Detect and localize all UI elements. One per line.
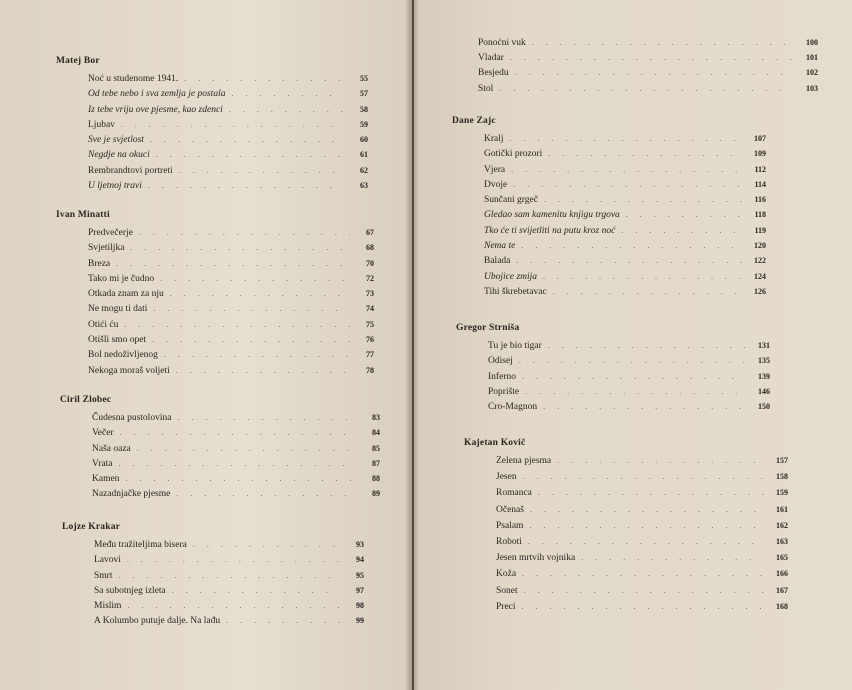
toc-entry xyxy=(56,320,374,335)
leader-dots xyxy=(137,444,356,453)
leader-dots xyxy=(499,84,794,93)
toc-entry-page-number: 93 xyxy=(356,540,364,549)
toc-entry xyxy=(456,356,770,371)
toc-entry-title: Jesen xyxy=(496,472,517,483)
toc-entry-title: Noć u studenome 1941. xyxy=(88,74,179,84)
toc-entry-page-number: 146 xyxy=(758,386,770,396)
author-heading: Gregor Strniša xyxy=(456,323,520,333)
toc-entry xyxy=(464,586,788,602)
leader-dots xyxy=(513,180,742,189)
toc-entry xyxy=(60,459,380,474)
toc-section-dane-zajc xyxy=(452,116,766,302)
author-heading: Kajetan Kovič xyxy=(464,438,526,448)
toc-entry-page-number: 70 xyxy=(366,258,374,268)
toc-entry-page-number: 99 xyxy=(356,616,364,626)
toc-entry xyxy=(464,472,788,488)
toc-entry-title: Tu je bio tigar xyxy=(488,341,542,351)
toc-entry xyxy=(456,402,770,417)
toc-entry xyxy=(62,586,364,601)
toc-section-continued xyxy=(478,38,818,99)
leader-dots xyxy=(553,287,742,296)
toc-entry-page-number: 55 xyxy=(360,74,368,83)
leader-dots xyxy=(543,272,742,281)
leader-dots xyxy=(120,428,356,437)
toc-entry xyxy=(452,165,766,180)
leader-dots xyxy=(125,474,356,483)
toc-entry-page-number: 94 xyxy=(356,555,364,565)
toc-entry-page-number: 114 xyxy=(754,179,766,189)
toc-entry-title: Tko će ti svijetliti na putu kroz noć xyxy=(484,225,616,236)
toc-entry-title: Ponoćni vuk xyxy=(478,38,526,48)
toc-entry xyxy=(56,105,368,120)
toc-entry-title: Vladar xyxy=(478,53,504,64)
leader-dots xyxy=(118,571,340,580)
toc-entry-page-number: 73 xyxy=(366,289,374,299)
toc-entry-page-number: 75 xyxy=(366,319,374,329)
book-spine-shadow xyxy=(405,0,419,690)
leader-dots xyxy=(172,586,340,595)
leader-dots xyxy=(160,274,350,283)
toc-entry-title: Gledao sam kamenitu knjigu trgova xyxy=(484,210,620,221)
toc-entry-title: Ubojice zmija xyxy=(484,271,538,282)
toc-entry-page-number: 162 xyxy=(776,520,788,530)
leader-dots xyxy=(127,601,340,610)
leader-dots xyxy=(532,38,794,47)
toc-entry xyxy=(56,243,374,258)
left-page xyxy=(0,0,412,690)
author-heading: Ivan Minatti xyxy=(56,210,110,220)
leader-dots xyxy=(152,335,350,344)
leader-dots xyxy=(153,304,350,313)
toc-entry-title: Kamen xyxy=(92,474,120,485)
toc-entry xyxy=(452,256,766,271)
toc-entry xyxy=(452,210,766,225)
toc-entry-title: Večer xyxy=(92,428,114,439)
toc-entry-page-number: 83 xyxy=(372,413,380,422)
toc-entry xyxy=(56,274,374,289)
toc-section-gregor-strnisa xyxy=(456,323,770,417)
right-page xyxy=(414,0,852,690)
leader-dots xyxy=(124,320,350,329)
toc-entry-title: A Kolumbo putuje dalje. Na lađu xyxy=(94,616,221,627)
toc-entry-title: Kralj xyxy=(484,134,504,144)
author-heading: Dane Zajc xyxy=(452,116,496,126)
toc-entry xyxy=(456,387,770,402)
toc-entry xyxy=(56,335,374,350)
leader-dots xyxy=(519,356,746,365)
toc-entry xyxy=(62,540,364,555)
leader-dots xyxy=(557,456,764,465)
toc-entry-page-number: 165 xyxy=(776,553,788,563)
toc-entry-title: Cro-Magnon xyxy=(488,402,538,413)
toc-entry xyxy=(456,372,770,387)
toc-entry-page-number: 120 xyxy=(754,241,766,251)
toc-entry-title: Koža xyxy=(496,569,517,580)
toc-entry-title: Romanca xyxy=(496,488,532,499)
toc-entry-title: Balada xyxy=(484,256,511,267)
toc-entry-page-number: 163 xyxy=(776,536,788,546)
toc-entry-page-number: 61 xyxy=(360,150,368,160)
toc-entry-page-number: 85 xyxy=(372,443,380,453)
toc-entry-title: Smrt xyxy=(94,570,113,581)
leader-dots xyxy=(522,372,746,381)
toc-entry-title: Dvoje xyxy=(484,179,508,190)
toc-entry-page-number: 112 xyxy=(754,164,766,174)
leader-dots xyxy=(193,540,340,549)
leader-dots xyxy=(139,228,350,237)
toc-entry-title: Tihi škrebetavac xyxy=(484,286,547,297)
toc-entry-title: Sonet xyxy=(496,585,518,596)
leader-dots xyxy=(156,150,344,159)
toc-entry xyxy=(452,149,766,164)
leader-dots xyxy=(516,256,742,265)
toc-entry-page-number: 97 xyxy=(356,585,364,595)
toc-entry xyxy=(62,616,364,631)
toc-section-ivan-minatti xyxy=(56,210,374,381)
leader-dots xyxy=(179,166,344,175)
toc-entry xyxy=(464,456,788,472)
toc-entry-title: Breza xyxy=(88,258,111,269)
leader-dots xyxy=(530,505,764,514)
toc-entry-page-number: 77 xyxy=(366,350,374,360)
toc-entry-page-number: 167 xyxy=(776,585,788,595)
toc-entry xyxy=(62,555,364,570)
leader-dots xyxy=(581,553,764,562)
toc-entry xyxy=(478,53,818,68)
toc-entry xyxy=(452,241,766,256)
leader-dots xyxy=(544,195,742,204)
toc-entry xyxy=(452,134,766,149)
leader-dots xyxy=(548,149,742,158)
toc-entry xyxy=(464,537,788,553)
leader-dots xyxy=(529,521,764,530)
toc-entry-page-number: 88 xyxy=(372,474,380,484)
toc-entry xyxy=(464,553,788,569)
leader-dots xyxy=(548,341,746,350)
toc-entry-page-number: 109 xyxy=(754,149,766,159)
toc-entry-page-number: 116 xyxy=(754,195,766,205)
toc-entry xyxy=(452,287,766,302)
toc-entry-title: Otići ću xyxy=(88,319,119,330)
toc-entry-page-number: 87 xyxy=(372,458,380,468)
leader-dots xyxy=(229,105,344,114)
toc-entry-page-number: 118 xyxy=(754,210,766,220)
toc-entry-title: Nema te xyxy=(484,241,516,252)
toc-entry-page-number: 158 xyxy=(776,472,788,482)
toc-entry-title: Tako mi je čudno xyxy=(88,273,155,284)
author-heading: Lojze Krakar xyxy=(62,522,121,532)
toc-entry-page-number: 95 xyxy=(356,570,364,580)
leader-dots xyxy=(528,537,764,546)
leader-dots xyxy=(164,350,350,359)
toc-entry xyxy=(60,444,380,459)
toc-entry-page-number: 139 xyxy=(758,371,770,381)
leader-dots xyxy=(127,555,340,564)
toc-entry-page-number: 157 xyxy=(776,456,788,465)
toc-entry xyxy=(464,505,788,521)
leader-dots xyxy=(515,68,794,77)
toc-entry xyxy=(60,474,380,489)
toc-entry-page-number: 103 xyxy=(806,83,818,93)
toc-entry-title: Inferno xyxy=(488,371,516,382)
toc-entry-title: Nazadnjačke pjesme xyxy=(92,489,171,500)
toc-entry-page-number: 62 xyxy=(360,165,368,175)
toc-entry xyxy=(478,38,818,53)
toc-entry-page-number: 166 xyxy=(776,569,788,579)
toc-entry-page-number: 60 xyxy=(360,135,368,145)
toc-entry-page-number: 58 xyxy=(360,104,368,114)
toc-entry xyxy=(56,74,368,89)
toc-entry-title: Negdje na okuci xyxy=(88,150,150,161)
leader-dots xyxy=(170,289,350,298)
toc-entry xyxy=(478,68,818,83)
leader-dots xyxy=(510,53,794,62)
toc-entry-page-number: 161 xyxy=(776,504,788,514)
author-heading: Matej Bor xyxy=(56,56,100,66)
leader-dots xyxy=(522,569,764,578)
leader-dots xyxy=(116,259,350,268)
toc-entry-page-number: 72 xyxy=(366,273,374,283)
toc-entry-title: Čudesna pustolovina xyxy=(92,413,172,423)
toc-entry-page-number: 122 xyxy=(754,256,766,266)
toc-entry-title: Rembrandtovi portreti xyxy=(88,165,173,176)
toc-entry-page-number: 107 xyxy=(754,134,766,143)
toc-entry-page-number: 131 xyxy=(758,341,770,350)
toc-entry xyxy=(56,304,374,319)
toc-entry-title: Vrata xyxy=(92,458,113,469)
toc-entry xyxy=(478,84,818,99)
leader-dots xyxy=(538,488,764,497)
author-heading: Ciril Zlobec xyxy=(60,395,112,405)
toc-entry-title: Od tebe nebo i sva zemlja je postala xyxy=(88,89,226,100)
toc-entry xyxy=(56,350,374,365)
toc-entry-page-number: 135 xyxy=(758,356,770,366)
toc-entry-page-number: 119 xyxy=(754,225,766,235)
leader-dots xyxy=(177,413,356,422)
toc-entry xyxy=(56,89,368,104)
leader-dots xyxy=(626,210,742,219)
leader-dots xyxy=(119,459,356,468)
toc-entry xyxy=(464,602,788,618)
toc-entry xyxy=(56,228,374,243)
toc-entry-title: Otkada znam za nju xyxy=(88,289,164,300)
leader-dots xyxy=(511,165,742,174)
toc-entry-title: Stol xyxy=(478,83,494,94)
leader-dots xyxy=(176,489,356,498)
toc-entry-title: Roboti xyxy=(496,536,522,547)
toc-entry-page-number: 84 xyxy=(372,428,380,438)
leader-dots xyxy=(524,586,764,595)
toc-entry-page-number: 159 xyxy=(776,488,788,498)
toc-entry xyxy=(464,488,788,504)
leader-dots xyxy=(130,243,350,252)
toc-entry xyxy=(56,166,368,181)
toc-entry-title: Nekoga moraš voljeti xyxy=(88,365,170,376)
toc-entry-page-number: 100 xyxy=(806,38,818,47)
toc-entry-title: Naša oaza xyxy=(92,443,131,454)
toc-section-matej-bor xyxy=(56,56,368,196)
toc-entry-title: Ljubav xyxy=(88,119,115,130)
toc-entry-title: Sa subotnjeg izleta xyxy=(94,585,166,596)
toc-entry-page-number: 59 xyxy=(360,119,368,129)
toc-entry xyxy=(452,195,766,210)
toc-entry-title: Iz tebe vriju ove pjesme, kao zdenci xyxy=(88,104,223,115)
toc-entry-page-number: 68 xyxy=(366,243,374,253)
toc-entry xyxy=(60,413,380,428)
toc-entry-title: Bol nedoživljenog xyxy=(88,350,158,361)
leader-dots xyxy=(150,135,344,144)
leader-dots xyxy=(231,89,344,98)
toc-entry-title: Jesen mrtvih vojnika xyxy=(496,553,576,564)
toc-section-ciril-zlobec xyxy=(60,395,380,505)
toc-entry-title: Psalam xyxy=(496,520,524,531)
toc-entry xyxy=(56,135,368,150)
toc-entry xyxy=(56,366,374,381)
toc-entry-title: Predvečerje xyxy=(88,228,133,238)
toc-entry-title: Svjetiljka xyxy=(88,243,125,254)
toc-entry-title: Očenaš xyxy=(496,504,524,515)
toc-entry-page-number: 67 xyxy=(366,228,374,237)
toc-entry-page-number: 74 xyxy=(366,304,374,314)
toc-entry-title: Gotički prozori xyxy=(484,149,543,160)
toc-entry xyxy=(464,521,788,537)
leader-dots xyxy=(525,387,746,396)
leader-dots xyxy=(226,616,340,625)
toc-entry-title: Vjera xyxy=(484,164,506,175)
toc-entry xyxy=(62,601,364,616)
leader-dots xyxy=(184,74,344,83)
toc-entry-page-number: 102 xyxy=(806,68,818,78)
toc-entry-title: Sunčani grgeč xyxy=(484,195,538,206)
toc-entry-title: Otišli smo opet xyxy=(88,335,147,346)
leader-dots xyxy=(521,241,742,250)
toc-entry-page-number: 76 xyxy=(366,335,374,345)
toc-entry-title: Među tražiteljima bisera xyxy=(94,540,187,550)
toc-entry-title: Besjedu xyxy=(478,68,509,79)
toc-entry xyxy=(56,181,368,196)
toc-entry-title: Lavovi xyxy=(94,555,121,566)
leader-dots xyxy=(510,134,742,143)
toc-entry-page-number: 124 xyxy=(754,271,766,281)
toc-entry-title: U ljetnoj travi xyxy=(88,181,142,192)
toc-entry xyxy=(452,180,766,195)
toc-entry-page-number: 168 xyxy=(776,601,788,611)
toc-entry-page-number: 98 xyxy=(356,601,364,611)
leader-dots xyxy=(522,602,764,611)
toc-entry-page-number: 150 xyxy=(758,402,770,412)
toc-entry-page-number: 126 xyxy=(754,286,766,296)
toc-entry-page-number: 63 xyxy=(360,181,368,191)
toc-entry-page-number: 89 xyxy=(372,489,380,499)
toc-entry-title: Sve je svjetlost xyxy=(88,135,144,146)
leader-dots xyxy=(121,120,344,129)
toc-entry xyxy=(464,569,788,585)
toc-section-kajetan-kovic xyxy=(464,438,788,618)
leader-dots xyxy=(523,472,764,481)
toc-entry-title: Preci xyxy=(496,601,516,612)
toc-entry-title: Poprište xyxy=(488,386,520,397)
toc-entry xyxy=(452,272,766,287)
toc-entry-title: Mislim xyxy=(94,601,122,612)
leader-dots xyxy=(543,402,746,411)
toc-entry xyxy=(56,120,368,135)
toc-entry-page-number: 101 xyxy=(806,53,818,63)
toc-entry xyxy=(56,289,374,304)
leader-dots xyxy=(148,181,344,190)
toc-entry xyxy=(56,150,368,165)
toc-entry-title: Ne mogu ti dati xyxy=(88,304,148,315)
toc-entry xyxy=(452,226,766,241)
toc-section-lojze-krakar xyxy=(62,522,364,632)
leader-dots xyxy=(621,226,742,235)
toc-entry xyxy=(60,489,380,504)
toc-entry-page-number: 57 xyxy=(360,89,368,99)
toc-entry-title: Zelena pjesma xyxy=(496,456,552,466)
leader-dots xyxy=(176,366,350,375)
toc-entry xyxy=(62,571,364,586)
toc-entry xyxy=(56,259,374,274)
toc-entry xyxy=(456,341,770,356)
toc-entry-title: Odisej xyxy=(488,356,513,367)
toc-entry-page-number: 78 xyxy=(366,365,374,375)
toc-entry xyxy=(60,428,380,443)
